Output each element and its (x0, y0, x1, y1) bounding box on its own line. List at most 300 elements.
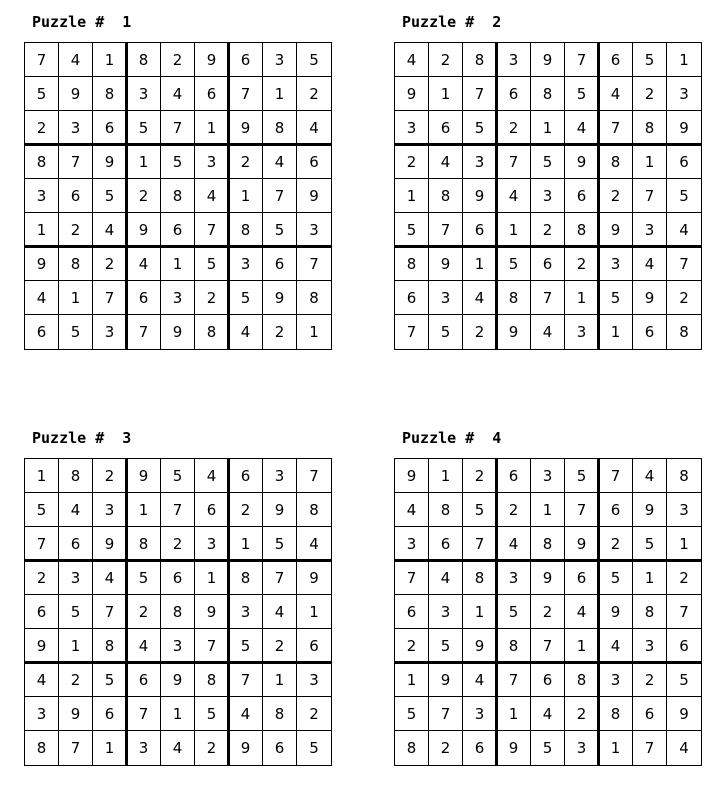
grid-cell: 1 (531, 493, 565, 527)
grid-cell: 7 (531, 629, 565, 663)
grid-cell: 7 (497, 145, 531, 179)
grid-cell: 2 (127, 179, 161, 213)
grid-cell: 2 (195, 731, 229, 765)
grid-cell: 1 (395, 179, 429, 213)
grid-cell: 7 (531, 281, 565, 315)
grid-cell: 9 (161, 663, 195, 697)
grid-cell: 2 (195, 281, 229, 315)
grid-cell: 3 (667, 77, 701, 111)
grid-cell: 9 (565, 527, 599, 561)
grid-cell: 6 (127, 663, 161, 697)
grid-cell: 5 (599, 281, 633, 315)
grid-cell: 7 (25, 527, 59, 561)
grid-cell: 7 (429, 697, 463, 731)
grid-cell: 3 (395, 527, 429, 561)
grid-cell: 4 (497, 527, 531, 561)
grid-cell: 6 (297, 629, 331, 663)
grid-cell: 7 (395, 315, 429, 349)
grid-cell: 1 (633, 145, 667, 179)
grid-cell: 3 (297, 663, 331, 697)
grid-cell: 7 (263, 179, 297, 213)
grid-cell: 8 (565, 663, 599, 697)
grid-cell: 3 (463, 145, 497, 179)
grid-cell: 2 (395, 145, 429, 179)
grid-cell: 1 (531, 111, 565, 145)
grid-cell: 8 (25, 731, 59, 765)
grid-cell: 2 (531, 213, 565, 247)
grid-cell: 1 (667, 43, 701, 77)
grid-cell: 6 (667, 145, 701, 179)
grid-cell: 8 (93, 77, 127, 111)
grid-cell: 1 (25, 459, 59, 493)
box-divider-horizontal (394, 559, 702, 562)
grid-cell: 6 (395, 595, 429, 629)
grid-cell: 9 (127, 213, 161, 247)
grid-cell: 9 (429, 247, 463, 281)
grid-cell: 8 (531, 77, 565, 111)
grid-cell: 6 (497, 77, 531, 111)
grid-cell: 8 (263, 697, 297, 731)
grid-cell: 3 (127, 77, 161, 111)
grid-cell: 4 (599, 77, 633, 111)
grid-cell: 2 (229, 145, 263, 179)
grid-cell: 9 (667, 111, 701, 145)
grid-cell: 7 (429, 213, 463, 247)
grid-cell: 3 (229, 247, 263, 281)
grid-cell: 5 (59, 595, 93, 629)
grid-cell: 4 (633, 459, 667, 493)
grid-cell: 1 (59, 281, 93, 315)
grid-cell: 8 (633, 595, 667, 629)
grid-cell: 6 (263, 731, 297, 765)
grid-cell: 6 (93, 111, 127, 145)
grid-cell: 6 (565, 179, 599, 213)
grid-cell: 2 (25, 111, 59, 145)
grid-cell: 9 (297, 179, 331, 213)
grid-cell: 7 (667, 247, 701, 281)
grid-cell: 9 (599, 213, 633, 247)
grid-cell: 8 (565, 213, 599, 247)
grid-cell: 1 (565, 281, 599, 315)
grid-cell: 2 (25, 561, 59, 595)
box-divider-horizontal (394, 661, 702, 664)
grid-cell: 8 (429, 493, 463, 527)
grid-cell: 1 (127, 493, 161, 527)
grid-cell: 7 (565, 43, 599, 77)
grid-cell: 7 (633, 731, 667, 765)
grid-cell: 9 (565, 145, 599, 179)
grid-cell: 3 (667, 493, 701, 527)
grid-cell: 1 (297, 595, 331, 629)
grid-cell: 6 (195, 493, 229, 527)
box-divider-horizontal (24, 559, 332, 562)
grid-cell: 4 (93, 561, 127, 595)
grid-cell: 7 (263, 561, 297, 595)
grid-cell: 8 (161, 179, 195, 213)
grid-cell: 7 (161, 493, 195, 527)
grid-cell: 4 (429, 561, 463, 595)
grid-cell: 8 (395, 247, 429, 281)
grid-cell: 7 (667, 595, 701, 629)
grid-cell: 5 (599, 561, 633, 595)
box-divider-vertical (495, 42, 498, 350)
grid-cell: 4 (161, 731, 195, 765)
grid-cell: 2 (667, 561, 701, 595)
grid-cell: 9 (263, 281, 297, 315)
grid-cell: 7 (93, 595, 127, 629)
grid-cell: 5 (195, 247, 229, 281)
grid-cell: 5 (565, 77, 599, 111)
grid-cell: 9 (497, 315, 531, 349)
grid-cell: 8 (127, 527, 161, 561)
box-divider-horizontal (394, 245, 702, 248)
grid-cell: 1 (429, 77, 463, 111)
grid-cell: 3 (263, 43, 297, 77)
grid-cell: 2 (463, 315, 497, 349)
grid-cell: 9 (395, 77, 429, 111)
grid-cell: 9 (59, 77, 93, 111)
grid-cell: 1 (463, 247, 497, 281)
grid-cell: 6 (25, 595, 59, 629)
grid-cell: 9 (667, 697, 701, 731)
grid-cell: 1 (497, 697, 531, 731)
grid-cell: 8 (127, 43, 161, 77)
grid-cell: 6 (93, 697, 127, 731)
grid-cell: 9 (297, 561, 331, 595)
grid-cell: 5 (161, 145, 195, 179)
grid-cell: 9 (633, 493, 667, 527)
grid-cell: 3 (93, 493, 127, 527)
puzzle-1 (24, 12, 332, 350)
grid-cell: 2 (599, 179, 633, 213)
grid-cell: 6 (59, 527, 93, 561)
puzzle-4 (394, 428, 702, 766)
puzzle-2 (394, 12, 702, 350)
grid-cell: 3 (497, 561, 531, 595)
grid-cell: 9 (195, 595, 229, 629)
grid-cell: 7 (633, 179, 667, 213)
grid-cell: 6 (667, 629, 701, 663)
grid-cell: 9 (229, 731, 263, 765)
grid-cell: 4 (497, 179, 531, 213)
grid-cell: 2 (463, 459, 497, 493)
grid-cell: 4 (25, 663, 59, 697)
grid-cell: 1 (263, 77, 297, 111)
grid-cell: 1 (195, 561, 229, 595)
grid-cell: 6 (127, 281, 161, 315)
grid-cell: 4 (127, 247, 161, 281)
grid-cell: 6 (565, 561, 599, 595)
grid-cell: 2 (93, 459, 127, 493)
grid-cell: 5 (93, 179, 127, 213)
grid-cell: 2 (59, 213, 93, 247)
grid-cell: 5 (229, 629, 263, 663)
grid-cell: 8 (59, 247, 93, 281)
grid-cell: 4 (229, 697, 263, 731)
grid-cell: 6 (463, 213, 497, 247)
grid-cell: 6 (633, 315, 667, 349)
grid-cell: 7 (599, 459, 633, 493)
sudoku-grid (394, 458, 702, 766)
grid-cell: 6 (531, 663, 565, 697)
grid-cell: 1 (309, 323, 319, 341)
grid-cell: 1 (25, 213, 59, 247)
grid-cell: 5 (309, 739, 319, 757)
grid-cell: 9 (161, 315, 195, 349)
sudoku-grid (24, 458, 332, 766)
grid-cell: 2 (565, 247, 599, 281)
grid-cell: 2 (297, 77, 331, 111)
grid-cell: 9 (229, 111, 263, 145)
box-divider-vertical (597, 42, 600, 350)
grid-cell: 2 (263, 629, 297, 663)
grid-cell: 6 (195, 77, 229, 111)
grid-cell: 6 (161, 561, 195, 595)
box-divider-vertical (597, 458, 600, 766)
grid-cell: 3 (297, 213, 331, 247)
grid-cell: 9 (531, 561, 565, 595)
grid-cell: 1 (263, 663, 297, 697)
grid-cell: 9 (263, 493, 297, 527)
grid-cell: 4 (679, 739, 689, 757)
grid-cell: 8 (463, 561, 497, 595)
grid-cell: 8 (679, 323, 689, 341)
grid-cell: 5 (395, 697, 429, 731)
grid-cell: 4 (93, 213, 127, 247)
grid-cell: 5 (429, 629, 463, 663)
grid-cell: 8 (25, 145, 59, 179)
grid-cell: 2 (429, 731, 463, 765)
grid-cell: 5 (633, 527, 667, 561)
grid-cell: 5 (263, 213, 297, 247)
grid-cell: 5 (395, 213, 429, 247)
grid-cell: 6 (599, 43, 633, 77)
grid-cell: 5 (127, 111, 161, 145)
grid-cell: 9 (599, 595, 633, 629)
grid-cell: 1 (395, 663, 429, 697)
grid-cell: 8 (599, 697, 633, 731)
box-divider-horizontal (24, 661, 332, 664)
grid-cell: 1 (599, 315, 633, 349)
grid-cell: 7 (395, 561, 429, 595)
grid-cell: 9 (463, 179, 497, 213)
grid-cell: 8 (531, 527, 565, 561)
grid-cell: 3 (93, 315, 127, 349)
grid-cell: 8 (297, 281, 331, 315)
grid-cell: 6 (599, 493, 633, 527)
grid-cell: 5 (463, 111, 497, 145)
grid-cell: 8 (463, 43, 497, 77)
grid-cell: 7 (297, 247, 331, 281)
grid-cell: 5 (297, 43, 331, 77)
grid-cell: 5 (531, 145, 565, 179)
grid-cell: 6 (633, 697, 667, 731)
grid-cell: 6 (263, 247, 297, 281)
grid-cell: 7 (565, 493, 599, 527)
grid-cell: 1 (429, 459, 463, 493)
grid-cell: 1 (59, 629, 93, 663)
grid-cell: 4 (195, 179, 229, 213)
grid-cell: 7 (195, 213, 229, 247)
grid-cell: 4 (565, 111, 599, 145)
grid-cell: 5 (229, 281, 263, 315)
grid-cell: 4 (263, 595, 297, 629)
grid-cell: 4 (59, 493, 93, 527)
grid-cell: 4 (395, 43, 429, 77)
grid-cell: 2 (127, 595, 161, 629)
box-divider-vertical (125, 42, 128, 350)
grid-cell: 1 (161, 247, 195, 281)
grid-cell: 1 (497, 213, 531, 247)
grid-cell: 8 (395, 731, 429, 765)
grid-cell: 9 (25, 247, 59, 281)
grid-cell: 8 (667, 459, 701, 493)
grid-cell: 4 (297, 527, 331, 561)
grid-cell: 5 (497, 247, 531, 281)
puzzle-title: Puzzle # 2 (402, 13, 502, 31)
grid-cell: 9 (195, 43, 229, 77)
grid-cell: 9 (59, 697, 93, 731)
grid-cell: 3 (25, 697, 59, 731)
grid-cell: 2 (531, 595, 565, 629)
grid-cell: 4 (633, 247, 667, 281)
grid-cell: 5 (25, 493, 59, 527)
grid-cell: 6 (429, 527, 463, 561)
grid-cell: 7 (497, 663, 531, 697)
grid-cell: 5 (667, 179, 701, 213)
grid-cell: 1 (93, 43, 127, 77)
puzzle-title: Puzzle # 1 (32, 13, 132, 31)
grid-cell: 3 (531, 179, 565, 213)
grid-cell: 7 (93, 281, 127, 315)
grid-cell: 8 (93, 629, 127, 663)
grid-cell: 4 (25, 281, 59, 315)
box-divider-horizontal (394, 143, 702, 146)
box-divider-vertical (227, 458, 230, 766)
grid-cell: 1 (127, 145, 161, 179)
grid-cell: 7 (297, 459, 331, 493)
grid-cell: 9 (395, 459, 429, 493)
grid-cell: 3 (497, 43, 531, 77)
grid-cell: 1 (161, 697, 195, 731)
grid-cell: 5 (161, 459, 195, 493)
puzzle-title: Puzzle # 3 (32, 429, 132, 447)
grid-cell: 2 (599, 527, 633, 561)
grid-cell: 3 (127, 731, 161, 765)
grid-cell: 2 (497, 111, 531, 145)
grid-cell: 3 (599, 247, 633, 281)
grid-cell: 4 (531, 315, 565, 349)
grid-cell: 5 (667, 663, 701, 697)
grid-cell: 9 (497, 731, 531, 765)
grid-cell: 9 (633, 281, 667, 315)
grid-cell: 2 (565, 697, 599, 731)
grid-cell: 6 (229, 43, 263, 77)
grid-cell: 2 (59, 663, 93, 697)
grid-cell: 8 (497, 281, 531, 315)
grid-cell: 3 (565, 315, 599, 349)
box-divider-horizontal (24, 245, 332, 248)
grid-cell: 6 (463, 731, 497, 765)
grid-cell: 4 (667, 213, 701, 247)
grid-cell: 8 (195, 315, 229, 349)
grid-cell: 5 (531, 731, 565, 765)
grid-cell: 9 (463, 629, 497, 663)
grid-cell: 3 (463, 697, 497, 731)
grid-cell: 1 (633, 561, 667, 595)
grid-cell: 5 (59, 315, 93, 349)
grid-cell: 4 (297, 111, 331, 145)
grid-cell: 8 (229, 213, 263, 247)
grid-cell: 4 (263, 145, 297, 179)
grid-cell: 1 (599, 731, 633, 765)
grid-cell: 3 (195, 145, 229, 179)
grid-cell: 4 (565, 595, 599, 629)
grid-cell: 2 (161, 527, 195, 561)
grid-cell: 9 (93, 145, 127, 179)
grid-cell: 7 (195, 629, 229, 663)
puzzle-title: Puzzle # 4 (402, 429, 502, 447)
grid-cell: 5 (497, 595, 531, 629)
grid-cell: 3 (161, 281, 195, 315)
grid-cell: 2 (633, 663, 667, 697)
box-divider-vertical (495, 458, 498, 766)
grid-cell: 4 (161, 77, 195, 111)
grid-cell: 2 (429, 43, 463, 77)
box-divider-horizontal (24, 143, 332, 146)
box-divider-vertical (227, 42, 230, 350)
grid-cell: 6 (395, 281, 429, 315)
sudoku-grid (394, 42, 702, 350)
grid-cell: 6 (25, 315, 59, 349)
grid-cell: 4 (195, 459, 229, 493)
grid-cell: 9 (93, 527, 127, 561)
grid-cell: 3 (25, 179, 59, 213)
grid-cell: 3 (531, 459, 565, 493)
grid-cell: 3 (195, 527, 229, 561)
grid-cell: 3 (395, 111, 429, 145)
grid-cell: 1 (463, 595, 497, 629)
grid-cell: 9 (531, 43, 565, 77)
grid-cell: 8 (263, 111, 297, 145)
grid-cell: 2 (297, 697, 331, 731)
grid-cell: 3 (263, 459, 297, 493)
grid-cell: 2 (161, 43, 195, 77)
grid-cell: 4 (229, 315, 263, 349)
grid-cell: 2 (633, 77, 667, 111)
grid-cell: 2 (229, 493, 263, 527)
grid-cell: 7 (127, 315, 161, 349)
grid-cell: 7 (463, 77, 497, 111)
grid-cell: 4 (599, 629, 633, 663)
grid-cell: 9 (25, 629, 59, 663)
grid-cell: 3 (161, 629, 195, 663)
grid-cell: 7 (599, 111, 633, 145)
grid-cell: 6 (161, 213, 195, 247)
grid-cell: 7 (127, 697, 161, 731)
box-divider-vertical (125, 458, 128, 766)
grid-cell: 3 (633, 629, 667, 663)
grid-cell: 8 (297, 493, 331, 527)
grid-cell: 1 (667, 527, 701, 561)
grid-cell: 4 (463, 281, 497, 315)
grid-cell: 3 (565, 731, 599, 765)
grid-cell: 5 (195, 697, 229, 731)
grid-cell: 8 (229, 561, 263, 595)
grid-cell: 3 (429, 595, 463, 629)
sudoku-grid (24, 42, 332, 350)
grid-cell: 5 (263, 527, 297, 561)
